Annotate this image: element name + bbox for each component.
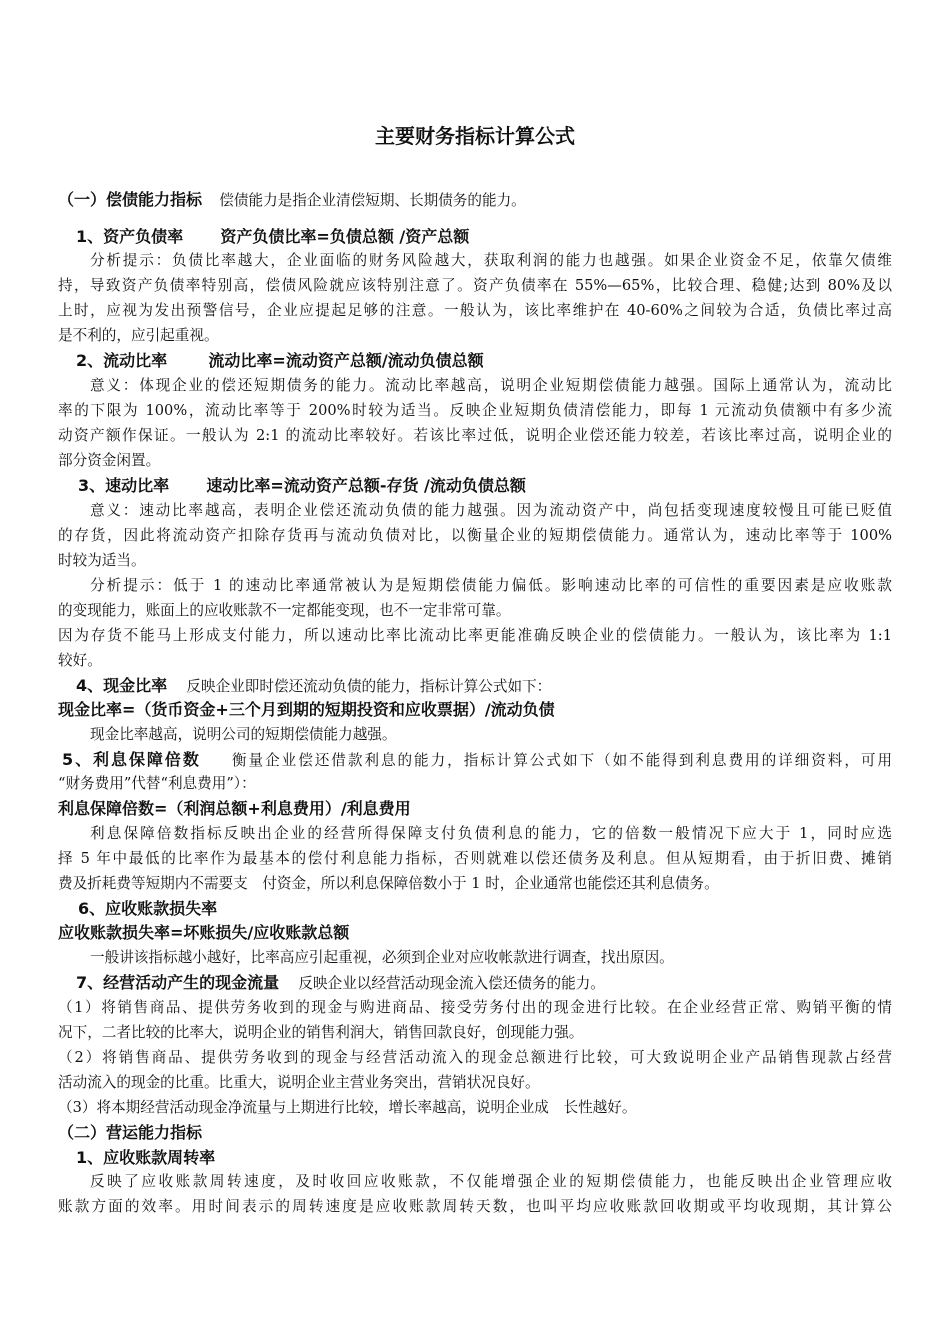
paragraph-line: 是不利的，应引起重视。 <box>58 327 219 344</box>
item-description: 反映企业以经营活动现金流入偿还债务的能力。 <box>298 975 605 992</box>
section-title: （一）偿债能力指标 <box>58 190 203 209</box>
item-formula-line <box>58 921 892 945</box>
item-title: 6、应收账款损失率 <box>78 899 218 918</box>
item-formula: 速动比率=流动资产总额-存货 /流动负债总额 <box>206 476 526 495</box>
paragraph-line: 分析提示：负债比率越大，企业面临的财务风险越大，获取利润的能力也越强。如果企业资金不足，依靠欠债维 <box>90 252 892 269</box>
item-title: 3、速动比率 <box>78 476 170 495</box>
item-title: 1、资产负债率 <box>76 227 184 246</box>
paragraph-line: 部分资金闲置。 <box>58 452 161 469</box>
item-title: 2、流动比率 <box>76 351 168 370</box>
paragraph-line: “财务费用”代替“利息费用”）： <box>58 775 256 792</box>
item-formula: 资产负债比率=负债总额 /资产总额 <box>220 227 470 246</box>
paragraph-line: 较好。 <box>58 652 102 669</box>
page-title: 主要财务指标计算公式 <box>375 124 575 148</box>
paragraph-line: 时较为适当。 <box>58 552 146 569</box>
section-heading-solvency <box>58 188 892 212</box>
item-formula-line <box>58 698 892 722</box>
item-title: 4、现金比率 <box>76 676 168 695</box>
paragraph-line: （1）将销售商品、提供劳务收到的现金与购进商品、接受劳务付出的现金进行比较。在企业经营正常、购销平衡的情 <box>58 999 892 1016</box>
paragraph-line: 活动流入的现金的比重。比重大，说明企业主营业务突出，营销状况良好。 <box>58 1074 540 1091</box>
item-heading-cash-ratio <box>76 674 910 698</box>
item-title: 5、利息保障倍数 <box>62 750 201 769</box>
item-title: 1、应收账款周转率 <box>76 1148 216 1167</box>
paragraph-line: 账款方面的效率。用时间表示的周转速度是应收账款周转天数，也叫平均应收账款回收期或平均收现期，其计算公 <box>58 1198 892 1215</box>
item-description: 衡量企业偿还借款利息的能力，指标计算公式如下（如不能得到利息费用的详细资料，可用 <box>232 752 893 769</box>
item-heading-interest-coverage <box>62 748 892 772</box>
item-heading-receivables-turnover <box>76 1146 910 1170</box>
paragraph-line: 择 5 年中最低的比率作为最基本的偿付利息能力指标，否则就难以偿还债务及利息。但从短期看，由于折旧费、摊销 <box>58 850 892 867</box>
paragraph-line: 况下，二者比较的比率大，说明企业的销售利润大，销售回款良好，创现能力强。 <box>58 1024 584 1041</box>
section-title: （二）营运能力指标 <box>58 1123 203 1142</box>
item-heading-current-ratio <box>76 349 910 373</box>
section-intro: 偿债能力是指企业清偿短期、长期债务的能力。 <box>219 192 526 209</box>
item-title: 7、经营活动产生的现金流量 <box>76 973 280 992</box>
paragraph-line: 反映了应收账款周转速度，及时收回应收账款，不仅能增强企业的短期偿债能力，也能反映出企业管理应收 <box>90 1173 892 1190</box>
paragraph-line: 的变现能力，账面上的应收账款不一定都能变现，也不一定非常可靠。 <box>58 602 511 619</box>
paragraph-line: 一般讲该指标越小越好，比率高应引起重视，必须到企业对应收帐款进行调查，找出原因。 <box>90 949 674 966</box>
paragraph-line: 持，导致资产负债率特别高，偿债风险就应该特别注意了。资产负债率在 55%—65%，比较合理、稳健;达到 80%及以 <box>58 277 892 294</box>
paragraph-line: （2）将销售商品、提供劳务收到的现金与经营活动流入的现金总额进行比较，可大致说明企业产品销售现款占经营 <box>58 1049 892 1066</box>
paragraph-line: 动资产额作保证。一般认为 2:1 的流动比率较好。若该比率过低，说明企业偿还能力较差，若该比率过高，说明企业的 <box>58 427 892 444</box>
item-formula-line <box>58 797 892 821</box>
item-heading-operating-cash-flow <box>76 971 910 995</box>
item-heading-bad-debt <box>78 897 912 921</box>
item-formula: 应收账款损失率=坏账损失/应收账款总额 <box>58 923 350 942</box>
paragraph-line: （3）将本期经营活动现金净流量与上期进行比较，增长率越高，说明企业成 长性越好。 <box>58 1099 637 1116</box>
paragraph-line: 率的下限为 100%，流动比率等于 200%时较为适当。反映企业短期负债清偿能力，即每 1 元流动负债额中有多少流 <box>58 402 892 419</box>
paragraph-line: 分析提示：低于 1 的速动比率通常被认为是短期偿债能力偏低。影响速动比率的可信性的重要因素是应收账款 <box>90 577 892 594</box>
item-formula: 现金比率=（货币资金+三个月到期的短期投资和应收票据）/流动负债 <box>58 700 555 719</box>
section-heading-operating-capacity <box>58 1121 892 1145</box>
paragraph-line: 上时，应视为发出预警信号，企业应提起足够的注意。一般认为，该比率维护在 40-60%之间较为合适，负债比率过高 <box>58 302 892 319</box>
item-formula: 利息保障倍数=（利润总额+利息费用）/利息费用 <box>58 799 411 818</box>
paragraph-line: 意义：速动比率越高，表明企业偿还流动负债的能力越强。因为流动资产中，尚包括变现速度较慢且可能已贬值 <box>90 502 892 519</box>
paragraph-line: 利息保障倍数指标反映出企业的经营所得保障支付负债利息的能力，它的倍数一般情况下应大于 1，同时应选 <box>90 825 892 842</box>
paragraph-line: 因为存货不能马上形成支付能力，所以速动比率比流动比率更能准确反映企业的偿债能力。一般认为，该比率为 1:1 <box>58 627 892 644</box>
item-description: 反映企业即时偿还流动负债的能力，指标计算公式如下： <box>186 678 552 695</box>
item-heading-debt-ratio <box>76 225 910 249</box>
paragraph-line: 意义：体现企业的偿还短期债务的能力。流动比率越高，说明企业短期偿债能力越强。国际上通常认为，流动比 <box>90 377 892 394</box>
item-formula: 流动比率=流动资产总额/流动负债总额 <box>208 351 484 370</box>
item-heading-quick-ratio <box>78 474 912 498</box>
paragraph-line: 的存货，因此将流动资产扣除存货再与流动负债对比，以衡量企业的短期偿债能力。通常认为，速动比率等于 100% <box>58 527 892 544</box>
paragraph-line: 现金比率越高，说明公司的短期偿债能力越强。 <box>90 726 397 743</box>
paragraph-line: 费及折耗费等短期内不需要支 付资金，所以利息保障倍数小于 1 时，企业通常也能偿还其利息债务。 <box>58 875 719 892</box>
